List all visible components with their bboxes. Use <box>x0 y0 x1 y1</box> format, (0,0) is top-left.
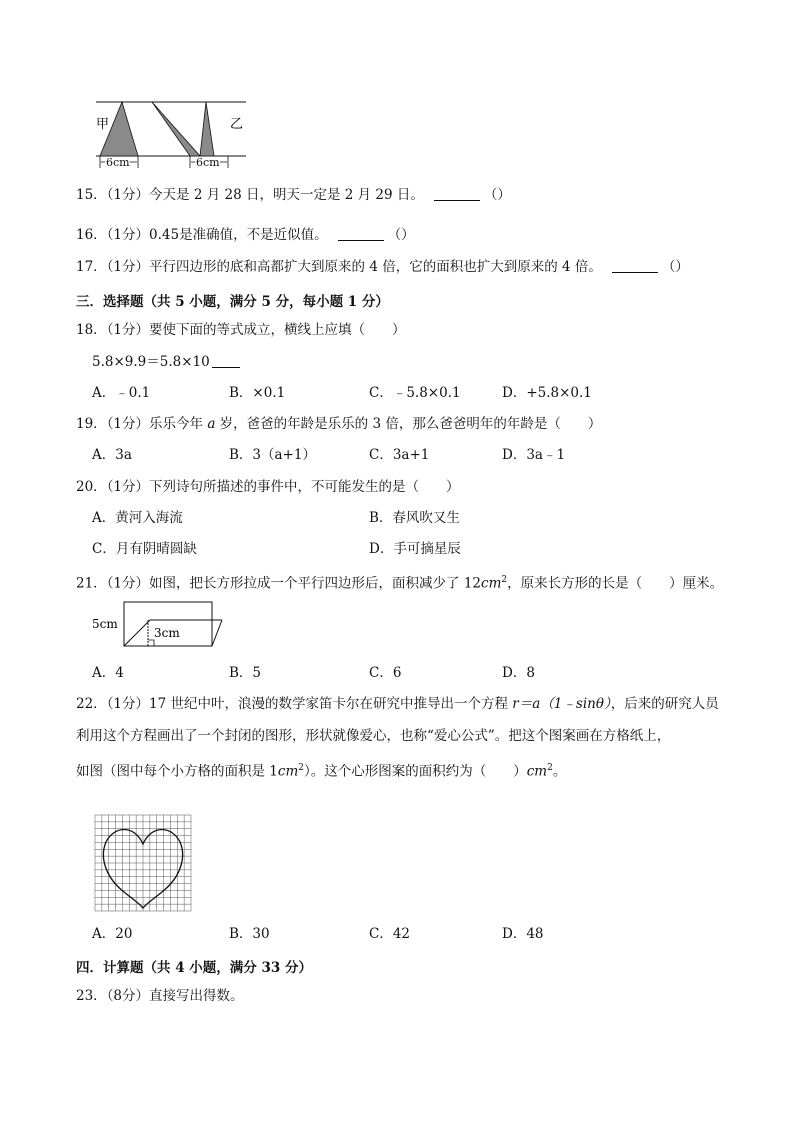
q20-num: 20． <box>76 479 107 495</box>
q22-option-c[interactable]: C．42 <box>369 926 411 942</box>
q18-option-a[interactable]: A．﹣0.1 <box>92 385 151 401</box>
q20-option-a[interactable]: A．黄河入海流 <box>92 510 183 526</box>
q21-option-c[interactable]: C．6 <box>369 665 402 681</box>
q19-option-d[interactable]: D．3a﹣1 <box>502 447 566 463</box>
q15-num: 15． <box>76 187 107 203</box>
q18-equation <box>92 353 240 371</box>
q21-num: 21． <box>76 575 107 592</box>
triangle-yi-1 <box>152 102 200 156</box>
q21-option-a[interactable]: A．4 <box>92 665 124 681</box>
q21-sup: 2 <box>501 575 508 585</box>
q16-tail: （） <box>387 227 415 243</box>
label-jia: 甲 <box>96 117 110 132</box>
q16-num: 16． <box>76 227 107 243</box>
q17-tail: （） <box>661 259 689 275</box>
q16-answer-blank[interactable] <box>338 226 384 241</box>
q22-line1-b: ，后来的研究人员 <box>610 696 719 712</box>
q23-score: （8分） <box>106 988 150 1004</box>
q19-num: 19． <box>76 416 107 432</box>
q22-option-b[interactable]: B．30 <box>229 926 270 942</box>
q22-line1-a: 17 世纪中叶，浪漫的数学家笛卡尔在研究中推导出一个方程 <box>149 696 513 712</box>
q18-equation-blank[interactable] <box>212 353 240 368</box>
q21-unit: cm <box>481 575 502 592</box>
q22-unit-2: cm <box>526 763 548 780</box>
q15-tail: （） <box>483 187 511 203</box>
label-yi: 乙 <box>230 117 244 132</box>
question-20 <box>76 478 460 496</box>
q21-score: （1分） <box>106 575 150 592</box>
q23-num: 23． <box>76 988 107 1004</box>
section-4-heading: 四．计算题（共 4 小题，满分 33 分） <box>76 960 312 976</box>
question-15 <box>76 186 511 204</box>
grid-lines <box>95 815 191 911</box>
q15-text: 今天是 2 月 28 日，明天一定是 2 月 29 日。 <box>149 187 424 203</box>
q20-option-c[interactable]: C．月有阴晴圆缺 <box>92 541 197 557</box>
q19-option-a[interactable]: A．3a <box>92 447 132 463</box>
q23-text: 直接写出得数。 <box>149 988 244 1004</box>
triangles-figure <box>92 96 252 172</box>
q17-score: （1分） <box>106 259 150 275</box>
q22-option-a[interactable]: A．20 <box>92 926 133 942</box>
q19-score: （1分） <box>106 416 150 432</box>
question-22-line3: 如图（图中每个小方格的面积是 $1cm^2$）。这个心形图案的面积约为（ ）$cm^2$。 <box>76 763 567 780</box>
question-21 <box>76 571 723 593</box>
dim-left: 6cm <box>106 156 130 169</box>
q19-text-b: 岁，爸爸的年龄是乐乐的 3 倍，那么爸爸明年的年龄是（ ） <box>215 416 602 432</box>
q17-num: 17． <box>76 259 107 275</box>
q19-var: a <box>207 416 216 432</box>
q17-answer-blank[interactable] <box>612 258 658 273</box>
question-23 <box>76 987 244 1005</box>
q22-line3-a: 如图（图中每个小方格的面积是 1 <box>76 763 278 780</box>
q18-equation-text: 5.8×9.9＝5.8×10 <box>92 354 210 370</box>
question-22-line2: 利用这个方程画出了一个封闭的图形，形状就像爱心，也称“爱心公式”。把这个图案画在方格纸上， <box>76 728 671 744</box>
q17-text: 平行四边形的底和高都扩大到原来的 4 倍，它的面积也扩大到原来的 4 倍。 <box>149 259 602 275</box>
q22-formula: r＝a（1﹣sinθ） <box>512 696 611 712</box>
q20-option-d[interactable]: D．手可摘星辰 <box>369 541 461 557</box>
q21-text-b: ，原来长方形的长是（ ）厘米。 <box>507 575 724 592</box>
q20-score: （1分） <box>106 479 150 495</box>
q22-option-d[interactable]: D．48 <box>502 926 544 942</box>
question-16 <box>76 226 415 244</box>
question-17 <box>76 258 689 276</box>
section-3-heading: 三．选择题（共 5 小题，满分 5 分，每小题 1 分） <box>76 294 389 310</box>
q15-answer-blank[interactable] <box>434 186 480 201</box>
question-18 <box>76 321 406 339</box>
triangle-yi-2 <box>200 102 214 156</box>
q20-option-b[interactable]: B．春风吹又生 <box>369 510 460 526</box>
q18-option-c[interactable]: C．﹣5.8×0.1 <box>369 385 461 401</box>
q19-option-b[interactable]: B．3（a+1） <box>229 447 316 463</box>
dim-right: 6cm <box>196 156 220 169</box>
q22-line3-b: ）。这个心形图案的面积约为（ ） <box>304 763 527 780</box>
rectangle-parallelogram-figure <box>90 598 230 650</box>
q16-text: 0.45是准确值，不是近似值。 <box>149 227 328 243</box>
q19-text-a: 乐乐今年 <box>149 416 208 432</box>
q18-option-b[interactable]: B．×0.1 <box>229 385 286 401</box>
q18-num: 18． <box>76 322 107 338</box>
fig-label-5cm: 5cm <box>92 617 118 631</box>
heart-grid-figure <box>94 814 192 912</box>
q18-option-d[interactable]: D．+5.8×0.1 <box>502 385 592 401</box>
q18-text: 要使下面的等式成立，横线上应填（ ） <box>149 322 406 338</box>
q19-option-c[interactable]: C．3a+1 <box>369 447 430 463</box>
fig-label-3cm: 3cm <box>154 626 180 640</box>
question-19 <box>76 415 601 433</box>
q22-num: 22． <box>76 696 107 712</box>
q21-option-b[interactable]: B．5 <box>229 665 262 681</box>
q15-score: （1分） <box>106 187 150 203</box>
q21-option-d[interactable]: D．8 <box>502 665 535 681</box>
q16-score: （1分） <box>106 227 150 243</box>
question-22-line1 <box>76 695 719 713</box>
q22-sup-1: 2 <box>298 763 304 773</box>
q22-sup-2: 2 <box>547 763 553 773</box>
q20-text: 下列诗句所描述的事件中，不可能发生的是（ ） <box>149 479 460 495</box>
q22-unit-1: cm <box>277 763 299 780</box>
q21-text-a: 如图，把长方形拉成一个平行四边形后，面积减少了 12 <box>149 575 482 592</box>
q18-score: （1分） <box>106 322 150 338</box>
q22-score: （1分） <box>106 696 150 712</box>
